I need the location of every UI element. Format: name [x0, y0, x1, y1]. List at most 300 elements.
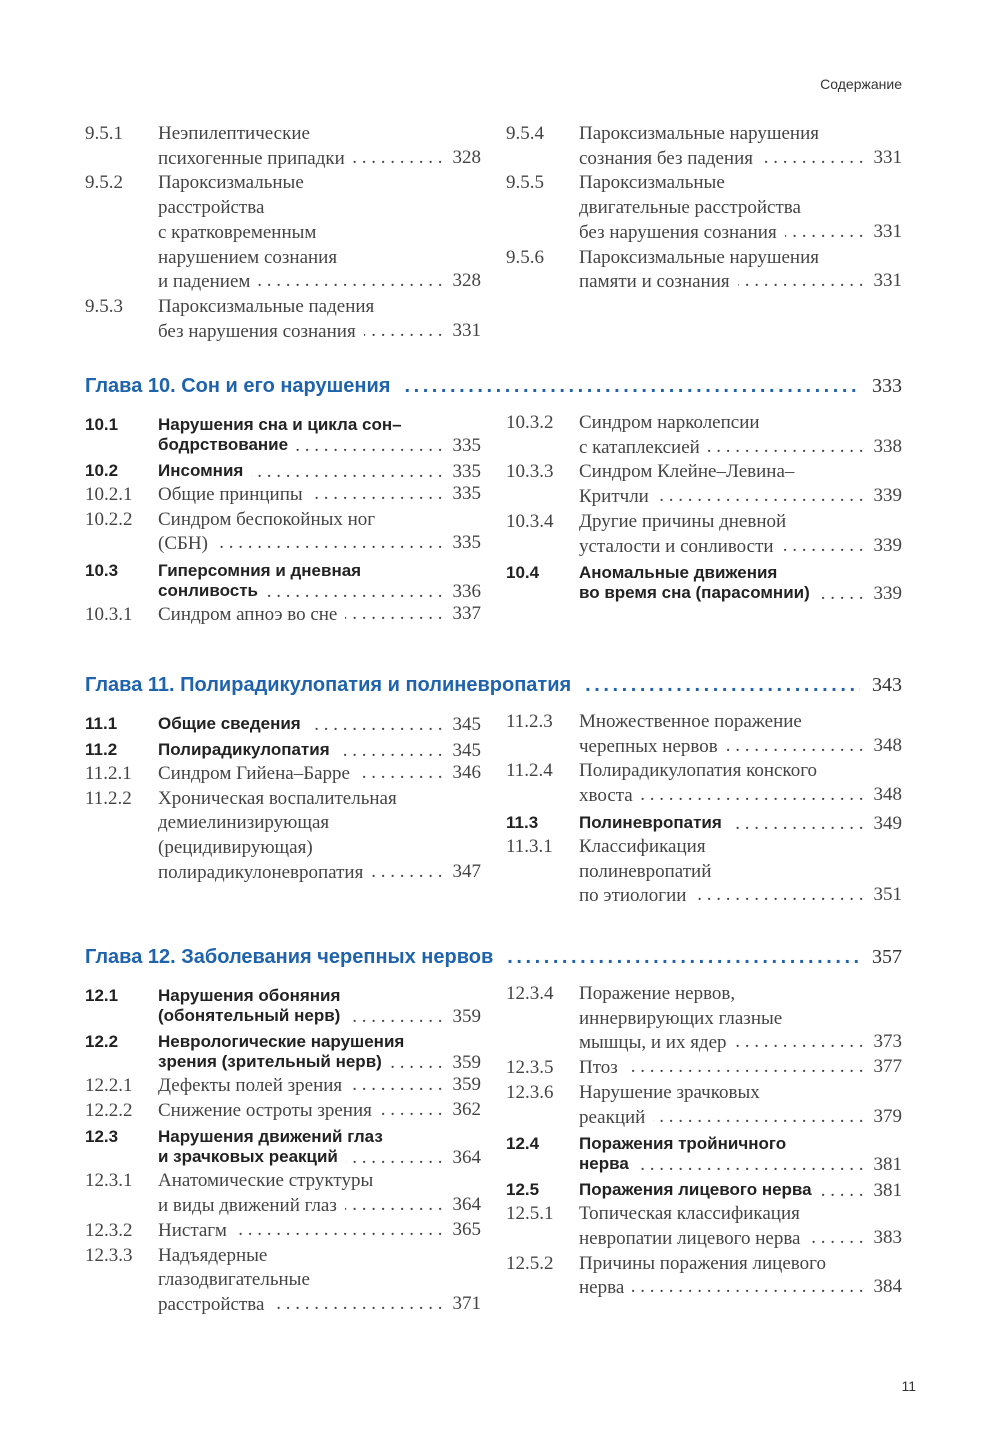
title-last-line: [158, 1099, 481, 1124]
section-number: 9.5.4: [506, 123, 544, 144]
title-last-line: [158, 270, 481, 295]
dot-leader: [311, 483, 443, 508]
title-line: Надъядерные: [158, 1244, 268, 1266]
dot-leader: [358, 762, 443, 787]
title-line: Анатомические структуры: [158, 1170, 374, 1192]
toc-entry[interactable]: [85, 1244, 481, 1318]
section-title: [579, 813, 902, 835]
title-line: Поражение нервов,: [579, 983, 736, 1004]
section-number: 12.2.2: [85, 1099, 133, 1121]
toc-column-right: [506, 982, 902, 1318]
dot-leader: [266, 581, 443, 603]
title-line: Хроническая воспалительная: [158, 787, 397, 809]
toc-entry[interactable]: [506, 710, 902, 759]
page-ref: 359: [452, 1052, 481, 1073]
toc-entry[interactable]: [85, 603, 481, 628]
title-line: Пароксизмальные нарушения: [579, 246, 819, 268]
dot-leader: [735, 1031, 864, 1056]
page-ref: 335: [452, 435, 481, 456]
dot-leader: [364, 320, 443, 345]
toc-entry[interactable]: [85, 483, 481, 508]
section-number: 10.3.3: [506, 461, 554, 483]
toc-entry[interactable]: [85, 787, 481, 886]
section-number: 12.4: [506, 1134, 540, 1154]
title-line: нарушением сознания: [158, 246, 338, 268]
title-line: Полирадикулопатия конского: [579, 760, 818, 782]
section-title: [158, 740, 481, 762]
page-ref: 328: [452, 270, 481, 292]
title-line: усталости и сонливости: [579, 535, 774, 557]
title-line: Топическая классификация: [579, 1203, 800, 1225]
dot-leader: [694, 884, 863, 909]
running-head: Содержание: [820, 76, 902, 92]
section-number: 12.5.1: [506, 1203, 554, 1225]
dot-leader: [585, 674, 860, 697]
dot-leader: [626, 1056, 864, 1081]
title-last-line: [158, 532, 481, 557]
section-number: 10.3.4: [506, 510, 554, 532]
title-line: невропатии лицевого нерва: [579, 1227, 801, 1249]
title-line: иннервирующих глазные: [579, 1007, 783, 1029]
title-line: Снижение остроты зрения: [158, 1099, 372, 1121]
section-title: [158, 1244, 481, 1318]
toc-entry[interactable]: [85, 461, 481, 483]
dot-leader: [657, 485, 864, 510]
title-last-line: [158, 714, 481, 736]
toc-entry[interactable]: [506, 563, 902, 605]
title-line: Поражения лицевого нерва: [579, 1180, 812, 1200]
title-last-line: [579, 813, 902, 835]
dot-leader: [730, 813, 864, 835]
title-line: Общие принципы: [158, 484, 303, 505]
section-number: 11.1: [85, 714, 118, 733]
title-last-line: [579, 1180, 902, 1202]
title-line: во время сна (парасомнии): [579, 583, 810, 603]
section-number: 9.5.6: [506, 246, 544, 268]
page-ref: 349: [873, 812, 902, 834]
page-ref: 338: [873, 435, 902, 457]
title-line: расстройства: [158, 197, 265, 219]
title-line: бодрствование: [158, 435, 289, 454]
title-line: двигательные расстройства: [579, 197, 801, 219]
dot-leader: [345, 1194, 443, 1219]
page-ref: 335: [452, 461, 481, 482]
page-ref: 335: [452, 483, 481, 504]
toc-block: [85, 375, 902, 628]
dot-leader: [653, 1106, 863, 1131]
section-number: 12.3.4: [506, 983, 554, 1004]
title-line: нерва: [579, 1277, 625, 1299]
section-title: [158, 415, 481, 457]
title-line: черепных нервов: [579, 735, 718, 757]
section-title: [579, 1134, 902, 1176]
page-ref: 339: [873, 583, 902, 605]
dot-leader: [708, 436, 864, 461]
page-ref: 336: [452, 581, 481, 603]
toc-entry[interactable]: [506, 1134, 902, 1176]
toc-entry[interactable]: [506, 171, 902, 245]
toc-entry[interactable]: [85, 986, 481, 1028]
title-line: и зрачковых реакций: [158, 1147, 338, 1167]
section-title: [158, 171, 481, 295]
toc-entry[interactable]: [506, 122, 902, 171]
section-title: [158, 762, 481, 787]
dot-leader: [380, 1099, 443, 1124]
title-last-line: [158, 320, 481, 345]
title-line: Пароксизмальные нарушения: [579, 123, 819, 144]
section-title: [158, 1074, 481, 1099]
title-last-line: [158, 461, 481, 483]
dot-leader: [632, 1276, 863, 1301]
chapter-heading[interactable]: [85, 375, 902, 405]
toc-block: [85, 946, 902, 1318]
title-line: Гиперсомния и дневная: [158, 561, 362, 581]
section-title: [158, 1127, 481, 1169]
section-number: 11.2: [85, 740, 118, 759]
chapter-page: 357: [872, 946, 902, 968]
section-title: [158, 603, 481, 628]
title-line: демиелинизирующая: [158, 812, 330, 834]
section-number: 12.2.1: [85, 1075, 133, 1096]
section-number: 11.3: [506, 812, 539, 832]
section-number: 10.3: [85, 561, 119, 581]
dot-leader: [258, 270, 442, 295]
toc-column-left: [85, 411, 481, 628]
title-last-line: [579, 1106, 902, 1131]
toc-entry[interactable]: [506, 411, 902, 460]
title-line: психогенные припадки: [158, 147, 345, 169]
title-line: Синдром апноэ во сне: [158, 604, 338, 626]
section-number: 11.2.3: [506, 711, 553, 732]
section-title: [579, 563, 902, 605]
toc-entry[interactable]: [85, 122, 481, 171]
section-title: [158, 1219, 481, 1244]
title-line: глазодвигательные: [158, 1269, 310, 1291]
page-ref: 373: [873, 1031, 902, 1053]
title-line: Полирадикулопатия: [158, 740, 330, 759]
section-number: 12.2: [85, 1032, 119, 1051]
title-line: нерва: [579, 1154, 629, 1174]
section-number: 10.2: [85, 461, 119, 480]
section-title: [158, 461, 481, 483]
toc-columns: [85, 982, 902, 1318]
section-title: [579, 1202, 902, 1251]
title-last-line: [579, 1056, 902, 1081]
toc-entry[interactable]: [506, 1056, 902, 1081]
page-ref: 347: [452, 860, 481, 882]
title-line: мышцы, и их ядер: [579, 1032, 727, 1054]
title-line: Полиневропатия: [579, 812, 722, 832]
page-ref: 331: [873, 146, 902, 168]
title-last-line: [579, 583, 902, 605]
toc-entry[interactable]: [506, 1180, 902, 1202]
page-ref: 348: [873, 784, 902, 806]
dot-leader: [345, 603, 442, 628]
section-title: [158, 986, 481, 1028]
toc-entry[interactable]: [506, 759, 902, 808]
section-title: [158, 295, 481, 344]
title-line: Инсомния: [158, 461, 244, 480]
title-line: Пароксизмальные падения: [158, 295, 375, 317]
dot-leader: [272, 1293, 442, 1318]
page-number: 11: [901, 1378, 916, 1394]
title-last-line: [579, 735, 902, 760]
toc-entry[interactable]: [85, 1074, 481, 1099]
title-line: полиневропатий: [579, 860, 712, 882]
section-number: 11.3.1: [506, 835, 553, 857]
section-title: [579, 1056, 902, 1081]
title-last-line: [158, 483, 481, 508]
title-line: Пароксизмальные: [579, 172, 725, 194]
toc-column-left: [85, 710, 481, 909]
section-title: [158, 483, 481, 508]
page-ref: 362: [452, 1098, 481, 1120]
title-line: зрения (зрительный нерв): [158, 1052, 382, 1071]
toc-entry[interactable]: [506, 460, 902, 509]
title-last-line: [579, 485, 902, 510]
page-ref: 383: [873, 1226, 902, 1248]
title-line: и падением: [158, 271, 251, 293]
page-ref: 359: [452, 1006, 481, 1027]
toc-entry[interactable]: [506, 1202, 902, 1251]
toc-entry[interactable]: [85, 762, 481, 787]
title-line: Поражения тройничного: [579, 1134, 787, 1154]
page-ref: 345: [452, 714, 481, 735]
title-line: Критчли: [579, 486, 649, 508]
toc-columns: [85, 122, 902, 344]
page-ref: 364: [452, 1194, 481, 1216]
dot-leader: [216, 532, 443, 557]
page-ref: 331: [873, 270, 902, 292]
section-number: 10.2.1: [85, 484, 133, 505]
title-line: Синдром Гийена–Барре: [158, 763, 350, 784]
dot-leader: [235, 1219, 443, 1244]
section-number: 9.5.5: [506, 172, 544, 194]
section-number: 9.5.2: [85, 172, 123, 194]
toc-entry[interactable]: [85, 1032, 481, 1074]
title-last-line: [579, 1154, 902, 1176]
title-line: с катаплексией: [579, 436, 700, 458]
title-line: Нарушения обоняния: [158, 986, 341, 1005]
section-number: 11.2.1: [85, 763, 132, 784]
title-last-line: [579, 1227, 902, 1252]
toc-entry[interactable]: [506, 246, 902, 295]
page-ref: 346: [452, 762, 481, 783]
title-line: с кратковременным: [158, 221, 317, 243]
toc-entry[interactable]: [85, 508, 481, 557]
title-last-line: [158, 581, 481, 603]
dot-leader: [738, 270, 864, 295]
title-last-line: [158, 147, 481, 172]
toc-entry[interactable]: [506, 1081, 902, 1130]
title-line: Дефекты полей зрения: [158, 1075, 343, 1096]
title-line: и виды движений глаз: [158, 1195, 337, 1217]
title-line: (СБН): [158, 533, 208, 555]
title-line: Неэпилептические: [158, 123, 310, 144]
page-ref: 328: [452, 146, 481, 168]
title-last-line: [579, 221, 902, 246]
title-last-line: [579, 784, 902, 809]
page-ref: 384: [873, 1276, 902, 1298]
title-line: реакций: [579, 1106, 646, 1128]
dot-leader: [390, 1052, 443, 1074]
toc-entry[interactable]: [506, 813, 902, 835]
toc-column-right: [506, 122, 902, 344]
toc-block: [85, 674, 902, 909]
section-number: 10.2.2: [85, 508, 133, 530]
title-line: хвоста: [579, 785, 633, 807]
dot-leader: [641, 784, 864, 809]
toc-entry[interactable]: [85, 714, 481, 736]
section-number: 9.5.1: [85, 123, 123, 144]
section-number: 12.5.2: [506, 1252, 554, 1274]
title-last-line: [158, 1006, 481, 1028]
dot-leader: [726, 735, 864, 760]
page-ref: 339: [873, 534, 902, 556]
title-last-line: [158, 1219, 481, 1244]
section-number: 12.3: [85, 1127, 119, 1147]
toc-entry[interactable]: [85, 1219, 481, 1244]
title-line: Синдром беспокойных ног: [158, 508, 376, 530]
page-ref: 381: [873, 1180, 902, 1202]
section-title: [158, 1169, 481, 1218]
section-title: [579, 1180, 902, 1202]
title-last-line: [158, 861, 481, 886]
toc-entry[interactable]: [85, 1099, 481, 1124]
title-last-line: [579, 884, 902, 909]
chapter-heading[interactable]: [85, 674, 902, 704]
toc-entry[interactable]: [85, 1169, 481, 1218]
section-title: [579, 122, 902, 171]
title-last-line: [579, 1276, 902, 1301]
toc-entry[interactable]: [85, 295, 481, 344]
section-number: 10.4: [506, 563, 540, 583]
title-line: Причины поражения лицевого: [579, 1252, 826, 1274]
title-line: Синдром нарколепсии: [579, 412, 760, 433]
page-ref: 377: [873, 1056, 902, 1078]
dot-leader: [338, 740, 443, 762]
page-ref: 345: [452, 740, 481, 761]
chapter-title: Глава 10. Сон и его нарушения: [85, 375, 391, 397]
title-line: Классификация: [579, 835, 706, 857]
title-line: сознания без падения: [579, 147, 753, 169]
section-title: [579, 171, 902, 245]
title-line: сонливость: [158, 581, 258, 601]
toc-entry[interactable]: [85, 415, 481, 457]
section-title: [579, 460, 902, 509]
title-last-line: [158, 435, 481, 457]
title-line: полирадикулоневропатия: [158, 861, 364, 883]
title-line: (рецидивирующая): [158, 837, 313, 859]
toc-entry[interactable]: [506, 835, 902, 909]
toc-columns: [85, 411, 902, 628]
dot-leader: [346, 1147, 443, 1169]
toc-entry[interactable]: [85, 1127, 481, 1169]
title-last-line: [158, 1147, 481, 1169]
page-ref: 364: [452, 1147, 481, 1169]
title-last-line: [579, 1031, 902, 1056]
title-line: Нарушения сна и цикла сон–: [158, 415, 402, 434]
dot-leader: [818, 583, 864, 605]
title-line: по этиологии: [579, 885, 687, 907]
title-last-line: [579, 270, 902, 295]
title-line: Нарушение зрачковых: [579, 1081, 760, 1103]
toc-column-right: [506, 710, 902, 909]
toc-columns: [85, 710, 902, 909]
section-number: 12.3.3: [85, 1244, 133, 1266]
toc-entry[interactable]: [85, 171, 481, 295]
section-number: 12.3.2: [85, 1219, 133, 1241]
title-last-line: [579, 147, 902, 172]
chapter-heading[interactable]: [85, 946, 902, 976]
toc-entry[interactable]: [506, 1252, 902, 1301]
toc-entry[interactable]: [85, 740, 481, 762]
section-number: 11.2.2: [85, 787, 132, 809]
section-title: [158, 1099, 481, 1124]
section-title: [579, 1252, 902, 1301]
title-line: Аномальные движения: [579, 563, 778, 583]
dot-leader: [507, 946, 860, 969]
section-number: 12.3.1: [85, 1170, 133, 1192]
title-last-line: [158, 740, 481, 762]
toc-entry[interactable]: [506, 510, 902, 559]
page-ref: 351: [873, 884, 902, 906]
title-last-line: [579, 436, 902, 461]
title-line: Пароксизмальные: [158, 172, 304, 194]
title-line: Синдром Клейне–Левина–: [579, 461, 795, 483]
title-last-line: [158, 603, 481, 628]
section-title: [579, 246, 902, 295]
dot-leader: [782, 535, 864, 560]
chapter-title: Глава 12. Заболевания черепных нервов: [85, 946, 494, 968]
title-line: памяти и сознания: [579, 271, 730, 293]
page-ref: 337: [452, 603, 481, 625]
title-line: Множественное поражение: [579, 711, 802, 732]
chapter-page: 343: [872, 674, 902, 696]
section-number: 12.3.6: [506, 1081, 554, 1103]
toc-column-left: [85, 122, 481, 344]
title-last-line: [158, 1052, 481, 1074]
title-line: Нистагм: [158, 1219, 227, 1241]
section-title: [579, 759, 902, 808]
title-line: расстройства: [158, 1293, 265, 1315]
toc-entry[interactable]: [85, 561, 481, 603]
toc-block: [85, 122, 902, 344]
title-last-line: [579, 535, 902, 560]
toc-column-left: [85, 982, 481, 1318]
page-ref: 379: [873, 1105, 902, 1127]
page-ref: 371: [452, 1292, 481, 1314]
toc-entry[interactable]: [506, 982, 902, 1056]
title-line: без нарушения сознания: [158, 320, 356, 342]
section-title: [579, 710, 902, 759]
page-ref: 348: [873, 734, 902, 756]
dot-leader: [785, 221, 864, 246]
section-title: [579, 411, 902, 460]
chapter-title: Глава 11. Полирадикулопатия и полиневропатия: [85, 674, 572, 696]
section-title: [158, 714, 481, 736]
page-ref: 365: [452, 1218, 481, 1240]
section-title: [158, 561, 481, 603]
title-line: Птоз: [579, 1057, 618, 1079]
page-ref: 359: [452, 1074, 481, 1095]
title-line: без нарушения сознания: [579, 221, 777, 243]
section-title: [579, 510, 902, 559]
section-number: 9.5.3: [85, 295, 123, 317]
title-line: Другие причины дневной: [579, 510, 787, 532]
section-number: 12.1: [85, 986, 119, 1005]
page-ref: 331: [873, 220, 902, 242]
